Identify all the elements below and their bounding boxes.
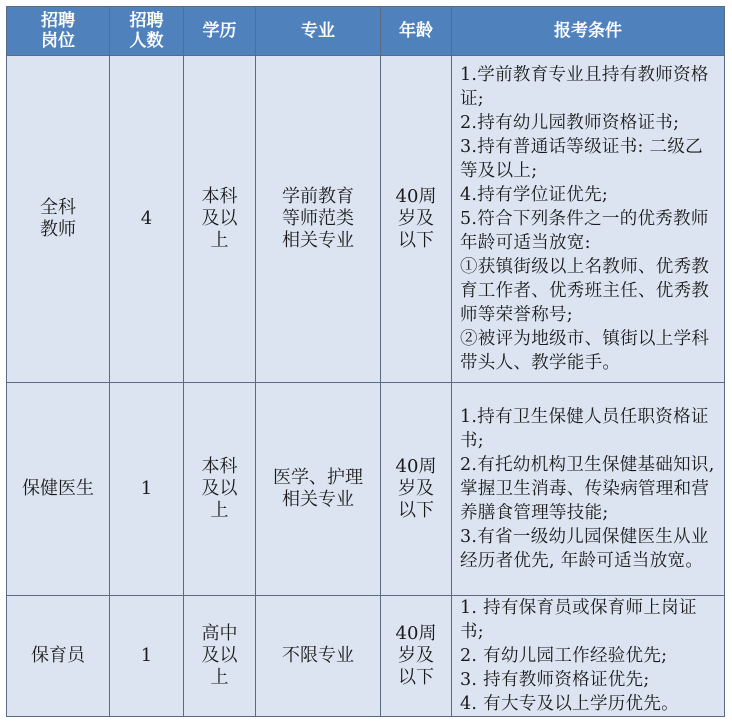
cell-major: 不限专业 — [256, 596, 381, 717]
cell-age: 40周 岁及 以下 — [381, 56, 452, 383]
cell-requirements — [452, 56, 725, 383]
cell-education: 高中 及以 上 — [184, 596, 256, 717]
cell-education: 本科 及以 上 — [184, 383, 256, 596]
cell-major: 医学、护理 相关专业 — [256, 383, 381, 596]
requirement-item: 2.有托幼机构卫生保健基础知识, 掌握卫生消毒、传染病管理和营养膳食管理等技能; — [460, 455, 715, 523]
table-row — [7, 596, 725, 717]
cell-education: 本科 及以 上 — [184, 56, 256, 383]
cell-position: 全科 教师 — [7, 56, 110, 383]
header-education: 学历 — [184, 7, 256, 56]
requirement-item: ②被评为地级市、镇街以上学科带头人、教学能手。 — [460, 329, 710, 373]
header-position: 招聘 岗位 — [7, 7, 110, 56]
cell-count: 1 — [110, 383, 184, 596]
cell-count: 1 — [110, 596, 184, 717]
cell-position: 保育员 — [7, 596, 110, 717]
requirement-item: 5.符合下列条件之一的优秀教师年龄可适当放宽: — [460, 209, 709, 253]
requirement-item: 3. 持有教师资格证优先; — [460, 670, 650, 690]
requirement-item: 2. 有幼儿园工作经验优先; — [460, 646, 668, 666]
requirement-item: 4. 有大专及以上学历优先。 — [460, 694, 679, 714]
cell-count: 4 — [110, 56, 184, 383]
header-requirements: 报考条件 — [452, 7, 725, 56]
header-age: 年龄 — [381, 7, 452, 56]
cell-position: 保健医生 — [7, 383, 110, 596]
cell-age: 40周 岁及 以下 — [381, 383, 452, 596]
header-row — [7, 7, 725, 56]
table-row — [7, 56, 725, 383]
cell-requirements — [452, 383, 725, 596]
cell-age: 40周 岁及 以下 — [381, 596, 452, 717]
requirement-item: 3.持有普通话等级证书: 二级乙等及以上; — [460, 137, 703, 181]
requirement-item: 3.有省一级幼儿园保健医生从业经历者优先, 年龄可适当放宽。 — [460, 527, 709, 571]
cell-requirements — [452, 596, 725, 717]
requirement-item: 1. 持有保育员或保育师上岗证书; — [460, 598, 697, 642]
table-row — [7, 383, 725, 596]
requirement-item: 1.学前教育专业且持有教师资格证; — [460, 65, 709, 109]
cell-major: 学前教育 等师范类 相关专业 — [256, 56, 381, 383]
requirement-item: ①获镇街级以上名教师、优秀教育工作者、优秀班主任、优秀教师等荣誉称号; — [460, 257, 710, 325]
header-major: 专业 — [256, 7, 381, 56]
requirement-item: 4.持有学位证优先; — [460, 185, 609, 205]
requirement-item: 2.持有幼儿园教师资格证书; — [460, 113, 680, 133]
recruitment-table — [6, 6, 725, 717]
header-count: 招聘 人数 — [110, 7, 184, 56]
requirement-item: 1.持有卫生保健人员任职资格证书; — [460, 407, 709, 451]
